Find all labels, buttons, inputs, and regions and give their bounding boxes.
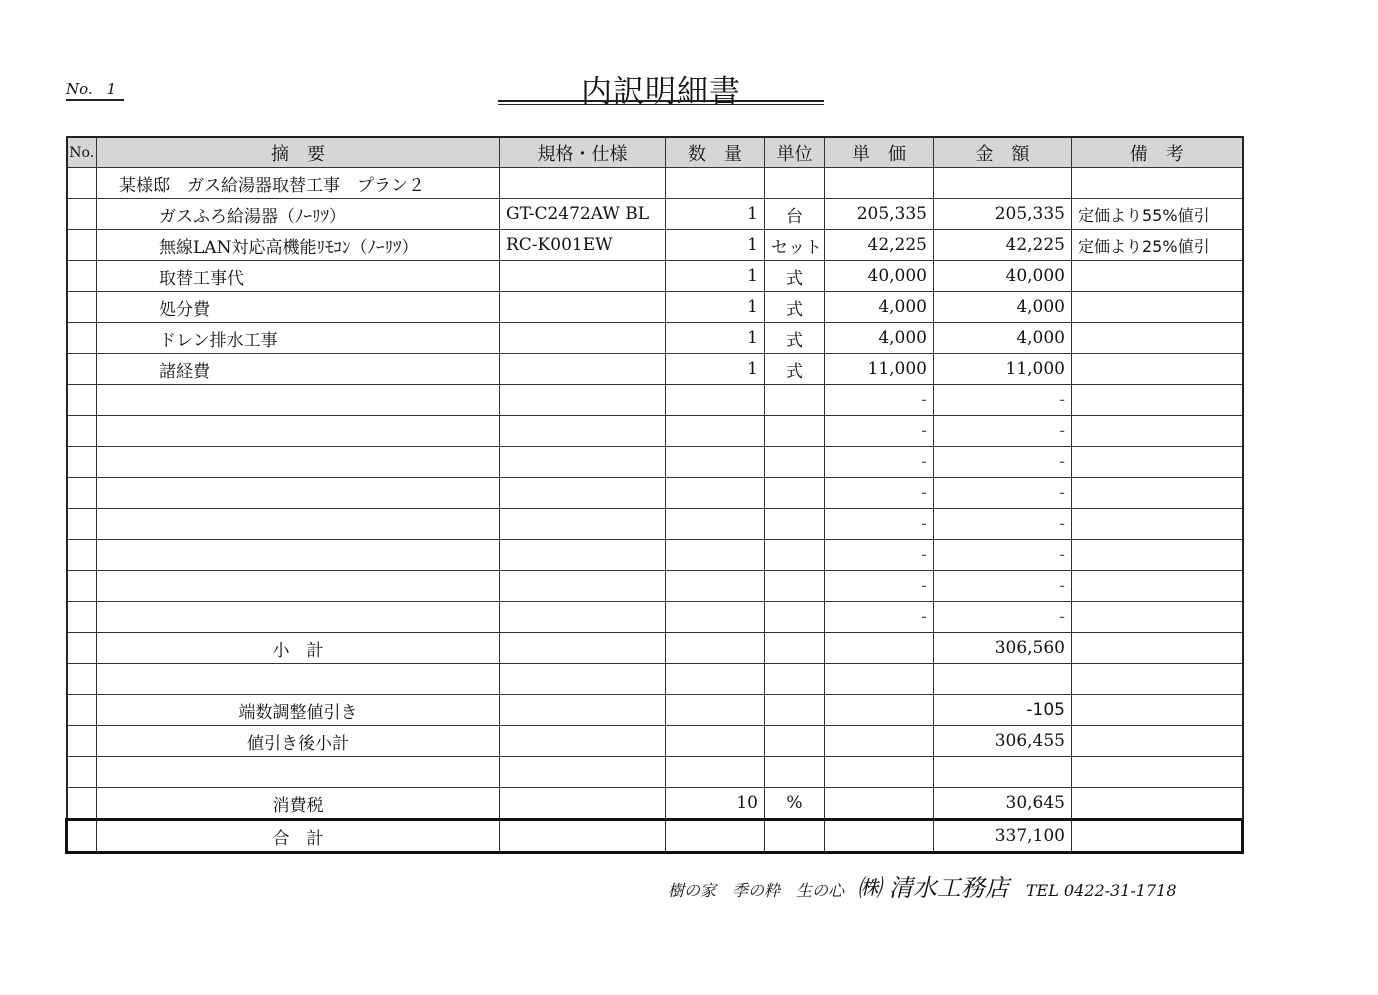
item-unit-price: 40,000 (825, 261, 934, 292)
company-slogan: 樹の家 季の粋 生の心 (668, 881, 845, 900)
empty-amount: - (934, 385, 1072, 416)
empty-row (67, 416, 1243, 447)
tax-unit: % (765, 788, 825, 820)
empty-row (67, 602, 1243, 633)
item-unit-price: 42,225 (825, 230, 934, 261)
subtotal-row (67, 633, 1243, 664)
item-description: ドレン排水工事 (97, 323, 500, 354)
tax-rate: 10 (666, 788, 765, 820)
item-unit-price: 4,000 (825, 292, 934, 323)
item-description: 取替工事代 (97, 261, 500, 292)
empty-row (67, 571, 1243, 602)
breakdown-table (65, 136, 1244, 854)
empty-row (67, 540, 1243, 571)
empty-price: - (825, 509, 934, 540)
item-description: 諸経費 (97, 354, 500, 385)
col-header-remarks: 備 考 (1072, 137, 1243, 168)
empty-amount: - (934, 602, 1072, 633)
item-spec (500, 354, 666, 385)
empty-price: - (825, 602, 934, 633)
col-header-unit: 単位 (765, 137, 825, 168)
empty-price: - (825, 571, 934, 602)
empty-amount: - (934, 416, 1072, 447)
item-unit-price: 205,335 (825, 199, 934, 230)
tax-row (67, 788, 1243, 820)
item-unit: 式 (765, 292, 825, 323)
col-header-unit-price: 単 価 (825, 137, 934, 168)
item-remarks (1072, 323, 1243, 354)
subtotal-label: 小 計 (97, 633, 500, 664)
item-amount: 4,000 (934, 323, 1072, 354)
project-title: 某様邸 ガス給湯器取替工事 プラン２ (97, 168, 500, 199)
item-description: ガスふろ給湯器（ﾉｰﾘﾂ） (97, 199, 500, 230)
col-header-description: 摘 要 (97, 137, 500, 168)
title-underline (498, 100, 824, 102)
item-remarks (1072, 261, 1243, 292)
item-remarks (1072, 354, 1243, 385)
total-label: 合 計 (97, 820, 500, 853)
rounding-discount-label: 端数調整値引き (97, 695, 500, 726)
table-row (67, 261, 1243, 292)
item-amount: 4,000 (934, 292, 1072, 323)
title-underline-thin (498, 104, 824, 105)
item-unit-price: 11,000 (825, 354, 934, 385)
empty-amount: - (934, 540, 1072, 571)
document-number (66, 80, 124, 101)
rounding-discount-row (67, 695, 1243, 726)
item-quantity: 1 (666, 292, 765, 323)
header-row (67, 137, 1243, 168)
table-row (67, 292, 1243, 323)
total-amount: 337,100 (934, 820, 1072, 853)
item-quantity: 1 (666, 230, 765, 261)
col-header-quantity: 数 量 (666, 137, 765, 168)
item-spec (500, 292, 666, 323)
blank-row (67, 757, 1243, 788)
item-remarks: 定価より25%値引 (1072, 230, 1243, 261)
item-remarks (1072, 292, 1243, 323)
company-name: ㈱ 清水工務店 (857, 874, 1009, 902)
item-amount: 42,225 (934, 230, 1072, 261)
item-amount: 205,335 (934, 199, 1072, 230)
project-title-row (67, 168, 1243, 199)
item-spec (500, 323, 666, 354)
item-quantity: 1 (666, 199, 765, 230)
doc-no-label: No. (66, 80, 93, 98)
item-remarks: 定価より55%値引 (1072, 199, 1243, 230)
empty-price: - (825, 540, 934, 571)
blank-row (67, 664, 1243, 695)
item-quantity: 1 (666, 354, 765, 385)
after-discount-label: 値引き後小計 (97, 726, 500, 757)
rounding-discount-amount: -105 (934, 695, 1072, 726)
item-spec: GT-C2472AW BL (500, 199, 666, 230)
empty-row (67, 478, 1243, 509)
item-amount: 40,000 (934, 261, 1072, 292)
after-discount-amount: 306,455 (934, 726, 1072, 757)
total-row (67, 820, 1243, 853)
item-unit: 台 (765, 199, 825, 230)
tax-label: 消費税 (97, 788, 500, 820)
empty-amount: - (934, 478, 1072, 509)
empty-amount: - (934, 447, 1072, 478)
empty-row (67, 509, 1243, 540)
col-header-spec: 規格・仕様 (500, 137, 666, 168)
item-spec (500, 261, 666, 292)
item-unit: 式 (765, 261, 825, 292)
col-header-amount: 金 額 (934, 137, 1072, 168)
item-unit-price: 4,000 (825, 323, 934, 354)
item-quantity: 1 (666, 261, 765, 292)
empty-amount: - (934, 509, 1072, 540)
empty-row (67, 447, 1243, 478)
empty-row (67, 385, 1243, 416)
item-description: 処分費 (97, 292, 500, 323)
item-unit: 式 (765, 323, 825, 354)
empty-price: - (825, 447, 934, 478)
empty-price: - (825, 416, 934, 447)
item-description: 無線LAN対応高機能ﾘﾓｺﾝ（ﾉｰﾘﾂ） (97, 230, 500, 261)
table-row (67, 199, 1243, 230)
item-unit: セット (765, 230, 825, 261)
page-title: 内訳明細書 (581, 74, 741, 110)
doc-no-value: 1 (106, 80, 117, 98)
item-quantity: 1 (666, 323, 765, 354)
subtotal-amount: 306,560 (934, 633, 1072, 664)
after-discount-row (67, 726, 1243, 757)
table-row (67, 230, 1243, 261)
empty-price: - (825, 385, 934, 416)
table-row (67, 354, 1243, 385)
item-unit: 式 (765, 354, 825, 385)
company-tel: TEL 0422-31-1718 (1025, 881, 1177, 900)
tax-amount: 30,645 (934, 788, 1072, 820)
company-footer (668, 868, 1177, 903)
table-row (67, 323, 1243, 354)
empty-price: - (825, 478, 934, 509)
col-header-no: No. (67, 137, 97, 168)
item-amount: 11,000 (934, 354, 1072, 385)
empty-amount: - (934, 571, 1072, 602)
item-spec: RC-K001EW (500, 230, 666, 261)
